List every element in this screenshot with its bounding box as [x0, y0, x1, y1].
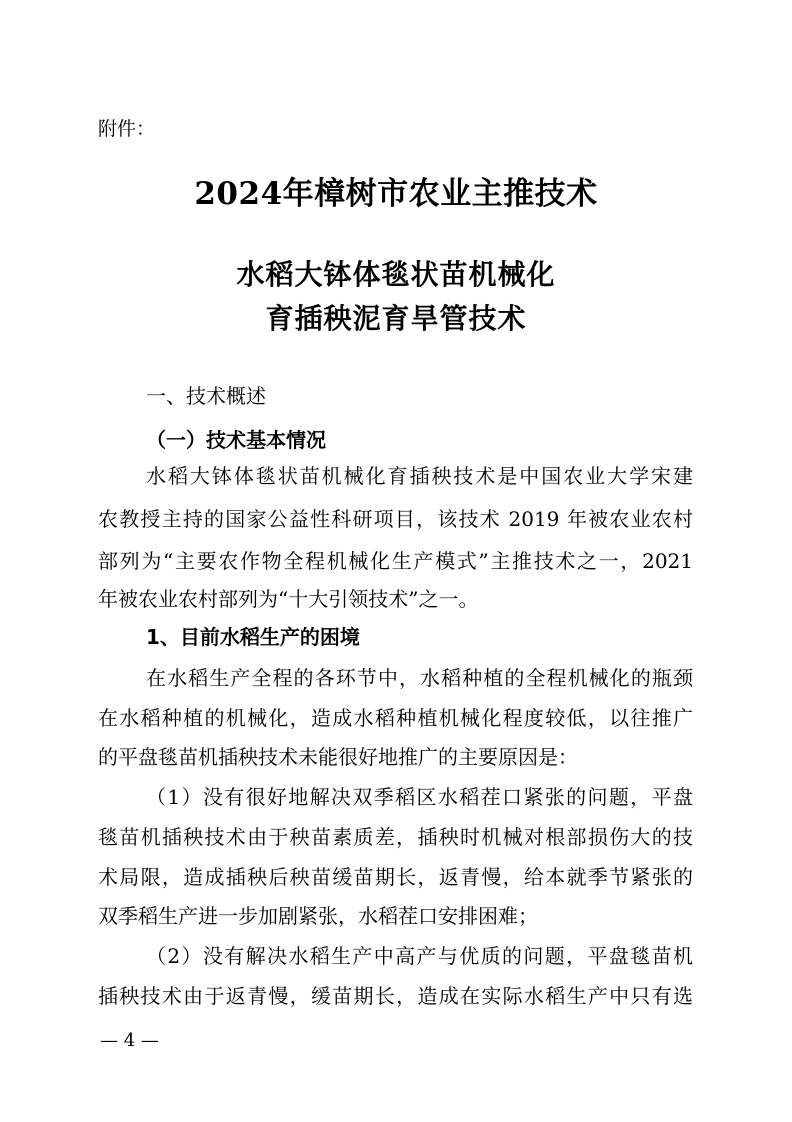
subtitle-line-1: 水稻大钵体毯状苗机械化 — [236, 258, 556, 291]
page-number: — 4 — — [100, 1030, 159, 1051]
paragraph-line: （1）没有很好地解决双季稻区水稻茬口紧张的问题，平盘 — [146, 785, 693, 809]
paragraph-line: 在水稻生产全程的各环节中，水稻种植的全程机械化的瓶颈 — [146, 666, 693, 690]
paragraph-line: 农教授主持的国家公益性科研项目，该技术 2019 年被农业农村 — [98, 507, 693, 531]
subtitle-line-2: 育插秧泥育旱管技术 — [265, 302, 527, 335]
section-heading: 一、技术概述 — [146, 384, 266, 408]
paragraph-line: 毯苗机插秧技术由于秧苗素质差，插秧时机械对根部损伤大的技 — [98, 825, 693, 849]
attachment-label: 附件： — [98, 118, 156, 140]
paragraph-line: 部列为“主要农作物全程机械化生产模式”主推技术之一，2021 — [98, 549, 693, 573]
subsection-heading: （一）技术基本情况 — [146, 428, 326, 452]
paragraph-line: 年被农业农村部列为“十大引领技术”之一。 — [98, 587, 479, 611]
paragraph-line: 术局限，造成插秧后秧苗缓苗期长，返青慢，给本就季节紧张的 — [98, 865, 693, 889]
paragraph-line: （2）没有解决水稻生产中高产与优质的问题，平盘毯苗机 — [146, 944, 693, 968]
item-heading: 1、目前水稻生产的困境 — [146, 625, 360, 649]
paragraph-line: 在水稻种植的机械化，造成水稻种植机械化程度较低，以往推广 — [98, 706, 693, 730]
paragraph-line: 双季稻生产进一步加剧紧张，水稻茬口安排困难； — [98, 904, 538, 928]
paragraph-line: 的平盘毯苗机插秧技术未能很好地推广的主要原因是： — [98, 745, 578, 769]
paragraph-line: 插秧技术由于返青慢，缓苗期长，造成在实际水稻生产中只有选 — [98, 984, 693, 1008]
document-title: 2024年樟树市农业主推技术 — [194, 176, 598, 212]
paragraph-line: 水稻大钵体毯状苗机械化育插秧技术是中国农业大学宋建 — [146, 464, 693, 488]
